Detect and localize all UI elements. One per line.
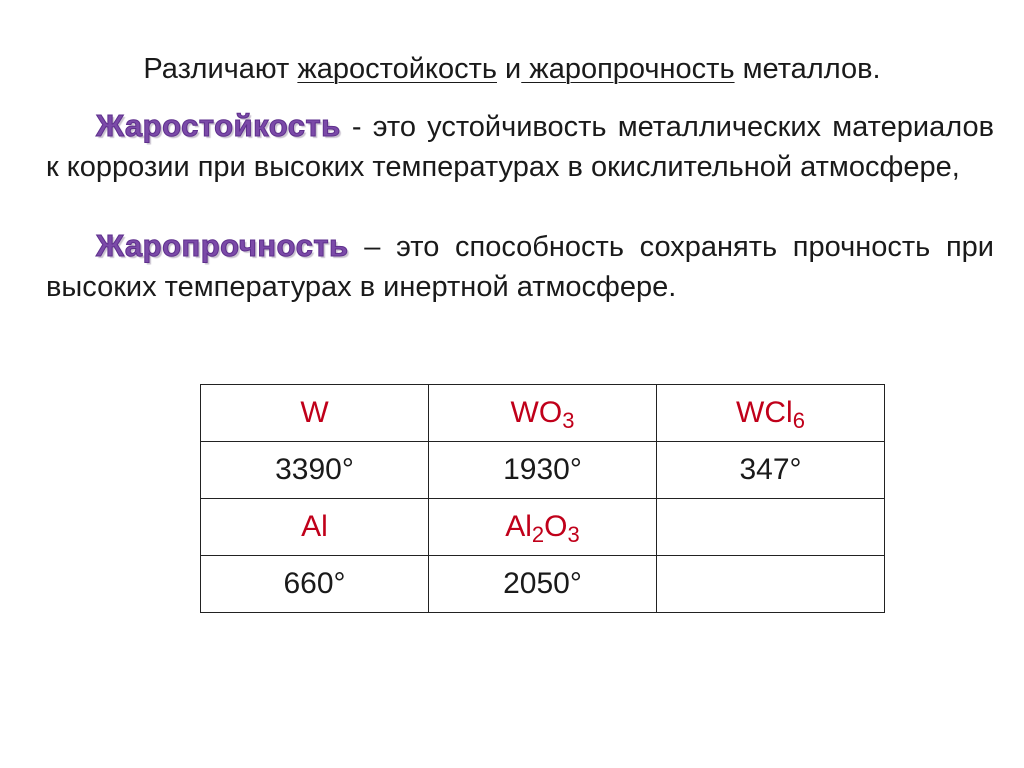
table-cell-value: 347°: [657, 442, 885, 499]
definition-heat-resistance: [46, 106, 994, 187]
table-cell-value: 3390°: [201, 442, 429, 499]
definition-text: - это устойчивость металлических материалов к коррозии при высоких температурах в окислительной атмосфере,: [46, 111, 994, 183]
intro-line: [0, 50, 1024, 88]
definition-text: – это способность сохранять прочность при высоких температурах в инертной атмосфере.: [46, 231, 994, 303]
intro-term-heat-strength: жаропрочность: [521, 53, 735, 85]
intro-suffix: металлов.: [734, 53, 881, 85]
intro-prefix: Различают: [143, 53, 298, 85]
table-row: [201, 556, 885, 613]
table-cell-formula: $WO_3$: [429, 385, 657, 442]
table-row: [201, 385, 885, 442]
intro-middle: и: [496, 53, 522, 85]
table-cell-empty: [657, 556, 885, 613]
intro-term-heat-resistance: жаростойкость: [297, 53, 497, 85]
table-row: [201, 442, 885, 499]
melting-points-table: [200, 384, 885, 613]
table-cell-value: 2050°: [429, 556, 657, 613]
table-cell-value: 660°: [201, 556, 429, 613]
table-cell-formula: $Al_2O_3$: [429, 499, 657, 556]
definition-term: Жаростойкость: [96, 108, 341, 143]
table-cell-formula: WCl$_6$: [657, 385, 885, 442]
table-cell-formula: W: [201, 385, 429, 442]
table-body: [201, 385, 885, 613]
definition-term: Жаропрочность: [96, 228, 349, 263]
table-cell-value: 1930°: [429, 442, 657, 499]
table-cell-formula: Al: [201, 499, 429, 556]
table-row: [201, 499, 885, 556]
table-cell-empty: [657, 499, 885, 556]
definition-heat-strength: [46, 226, 994, 307]
